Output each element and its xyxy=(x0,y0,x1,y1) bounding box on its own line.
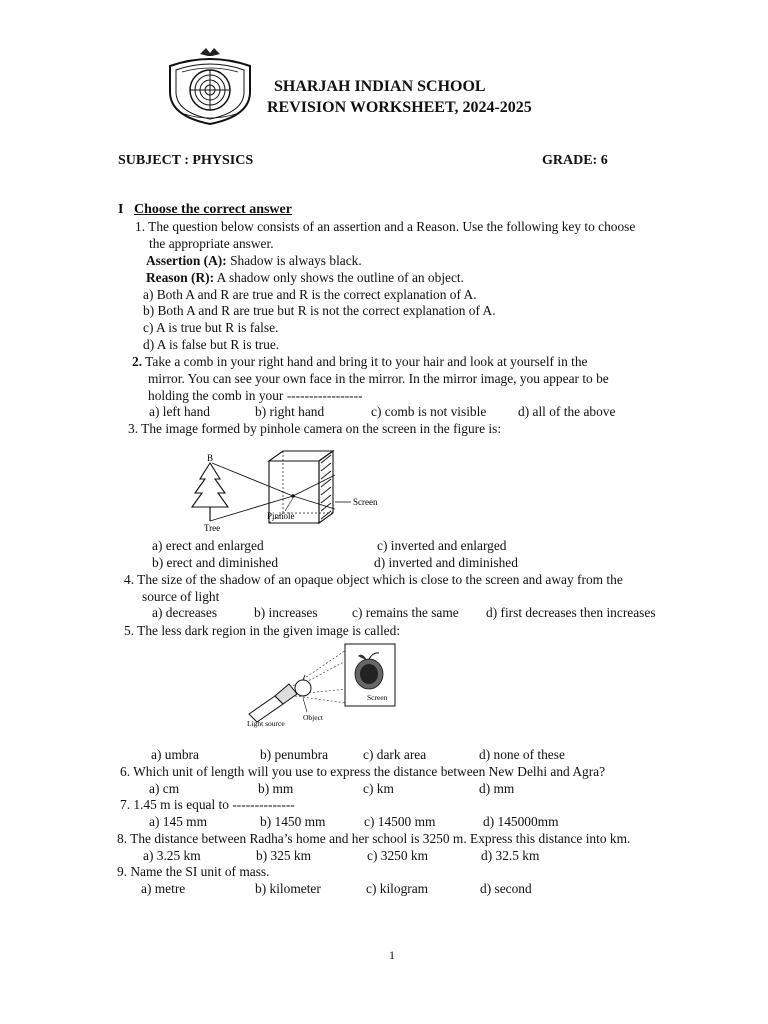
q1-reason xyxy=(146,270,464,286)
q7-option-c: c) 14500 mm xyxy=(364,814,436,829)
reason-label: Reason (R): xyxy=(146,270,215,285)
q2-line3: holding the comb in your ----------------- xyxy=(148,388,363,403)
q7-option-a: a) 145 mm xyxy=(149,814,208,829)
q7-text: 7. 1.45 m is equal to -------------- xyxy=(120,797,295,812)
q4-line2: source of light xyxy=(142,589,220,604)
subject-label: SUBJECT : PHYSICS xyxy=(118,153,254,168)
worksheet-title: REVISION WORKSHEET, 2024-2025 xyxy=(267,99,532,116)
q3-option-a: a) erect and enlarged xyxy=(152,538,264,553)
q9-option-a: a) metre xyxy=(141,881,186,896)
q4-option-d: d) first decreases then increases xyxy=(486,605,656,620)
q1-line1: 1. The question below consists of an assertion and a Reason. Use the following key to choose xyxy=(135,219,636,234)
section-title: Choose the correct answer xyxy=(134,202,292,217)
q6-option-b: b) mm xyxy=(258,781,294,796)
q5-text: 5. The less dark region in the given image is called: xyxy=(124,623,401,638)
q9-option-b: b) kilometer xyxy=(255,881,321,896)
q5-option-c: c) dark area xyxy=(363,747,427,762)
fig5-label-light-source: Light source xyxy=(247,719,285,728)
q5-option-d: d) none of these xyxy=(479,747,565,762)
q3-option-b: b) erect and diminished xyxy=(152,555,279,570)
q6-text: 6. Which unit of length will you use to express the distance between New Delhi and Agra? xyxy=(120,764,606,779)
fig5-label-screen: Screen xyxy=(367,693,388,702)
q9-option-d: d) second xyxy=(480,881,532,896)
q1-line2: the appropriate answer. xyxy=(149,236,274,251)
q1-option-d: d) A is false but R is true. xyxy=(143,337,280,352)
q7-option-b: b) 1450 mm xyxy=(260,814,326,829)
q1-option-a: a) Both A and R are true and R is the correct explanation of A. xyxy=(143,287,477,302)
q6-option-d: d) mm xyxy=(479,781,515,796)
page-number: 1 xyxy=(389,948,395,962)
q2-option-b: b) right hand xyxy=(255,404,325,419)
q2-line2: mirror. You can see your own face in the mirror. In the mirror image, you appear to be xyxy=(148,371,609,386)
q8-text: 8. The distance between Radha’s home and her school is 3250 m. Express this distance into km. xyxy=(117,831,631,846)
fig3-label-tree: Tree xyxy=(204,523,221,533)
shadow-figure xyxy=(245,642,400,729)
q3-text: 3. The image formed by pinhole camera on the screen in the figure is: xyxy=(128,421,502,436)
q2-option-a: a) left hand xyxy=(149,404,210,419)
assertion-text: Shadow is always black. xyxy=(230,253,362,268)
assertion-label: Assertion (A): xyxy=(146,253,227,268)
q9-option-c: c) kilogram xyxy=(366,881,429,896)
q2-line1 xyxy=(132,354,588,370)
q1-assertion xyxy=(146,253,362,269)
school-logo xyxy=(162,44,258,126)
reason-text: A shadow only shows the outline of an object. xyxy=(216,270,464,285)
q2-text: Take a comb in your right hand and bring it to your hair and look at yourself in the xyxy=(145,354,588,369)
q6-option-a: a) cm xyxy=(149,781,180,796)
q8-option-d: d) 32.5 km xyxy=(481,848,540,863)
q1-option-b: b) Both A and R are true but R is not the correct explanation of A. xyxy=(143,303,496,318)
q6-option-c: c) km xyxy=(363,781,394,796)
q9-text: 9. Name the SI unit of mass. xyxy=(117,864,270,879)
pinhole-camera-figure xyxy=(185,449,400,535)
q2-option-d: d) all of the above xyxy=(518,404,616,419)
q8-option-b: b) 325 km xyxy=(256,848,312,863)
q2-option-c: c) comb is not visible xyxy=(371,404,487,419)
section-number: I xyxy=(118,202,124,217)
q4-line1: 4. The size of the shadow of an opaque object which is close to the screen and away from the xyxy=(124,572,623,587)
q5-option-b: b) penumbra xyxy=(260,747,329,762)
fig3-label-b: B xyxy=(207,453,214,463)
q4-option-a: a) decreases xyxy=(152,605,218,620)
q3-option-c: c) inverted and enlarged xyxy=(377,538,507,553)
q2-number: 2. xyxy=(132,354,143,369)
grade-label: GRADE: 6 xyxy=(542,153,608,168)
q4-option-b: b) increases xyxy=(254,605,318,620)
fig3-label-pinhole: Pinhole xyxy=(267,511,295,521)
q4-option-c: c) remains the same xyxy=(352,605,459,620)
q7-option-d: d) 145000mm xyxy=(483,814,559,829)
q8-option-c: c) 3250 km xyxy=(367,848,428,863)
fig3-label-screen: Screen xyxy=(353,497,378,507)
q5-option-a: a) umbra xyxy=(151,747,199,762)
q3-option-d: d) inverted and diminished xyxy=(374,555,518,570)
q1-option-c: c) A is true but R is false. xyxy=(143,320,279,335)
school-name: SHARJAH INDIAN SCHOOL xyxy=(274,78,486,95)
fig5-label-object: Object xyxy=(303,713,323,722)
q8-option-a: a) 3.25 km xyxy=(143,848,201,863)
